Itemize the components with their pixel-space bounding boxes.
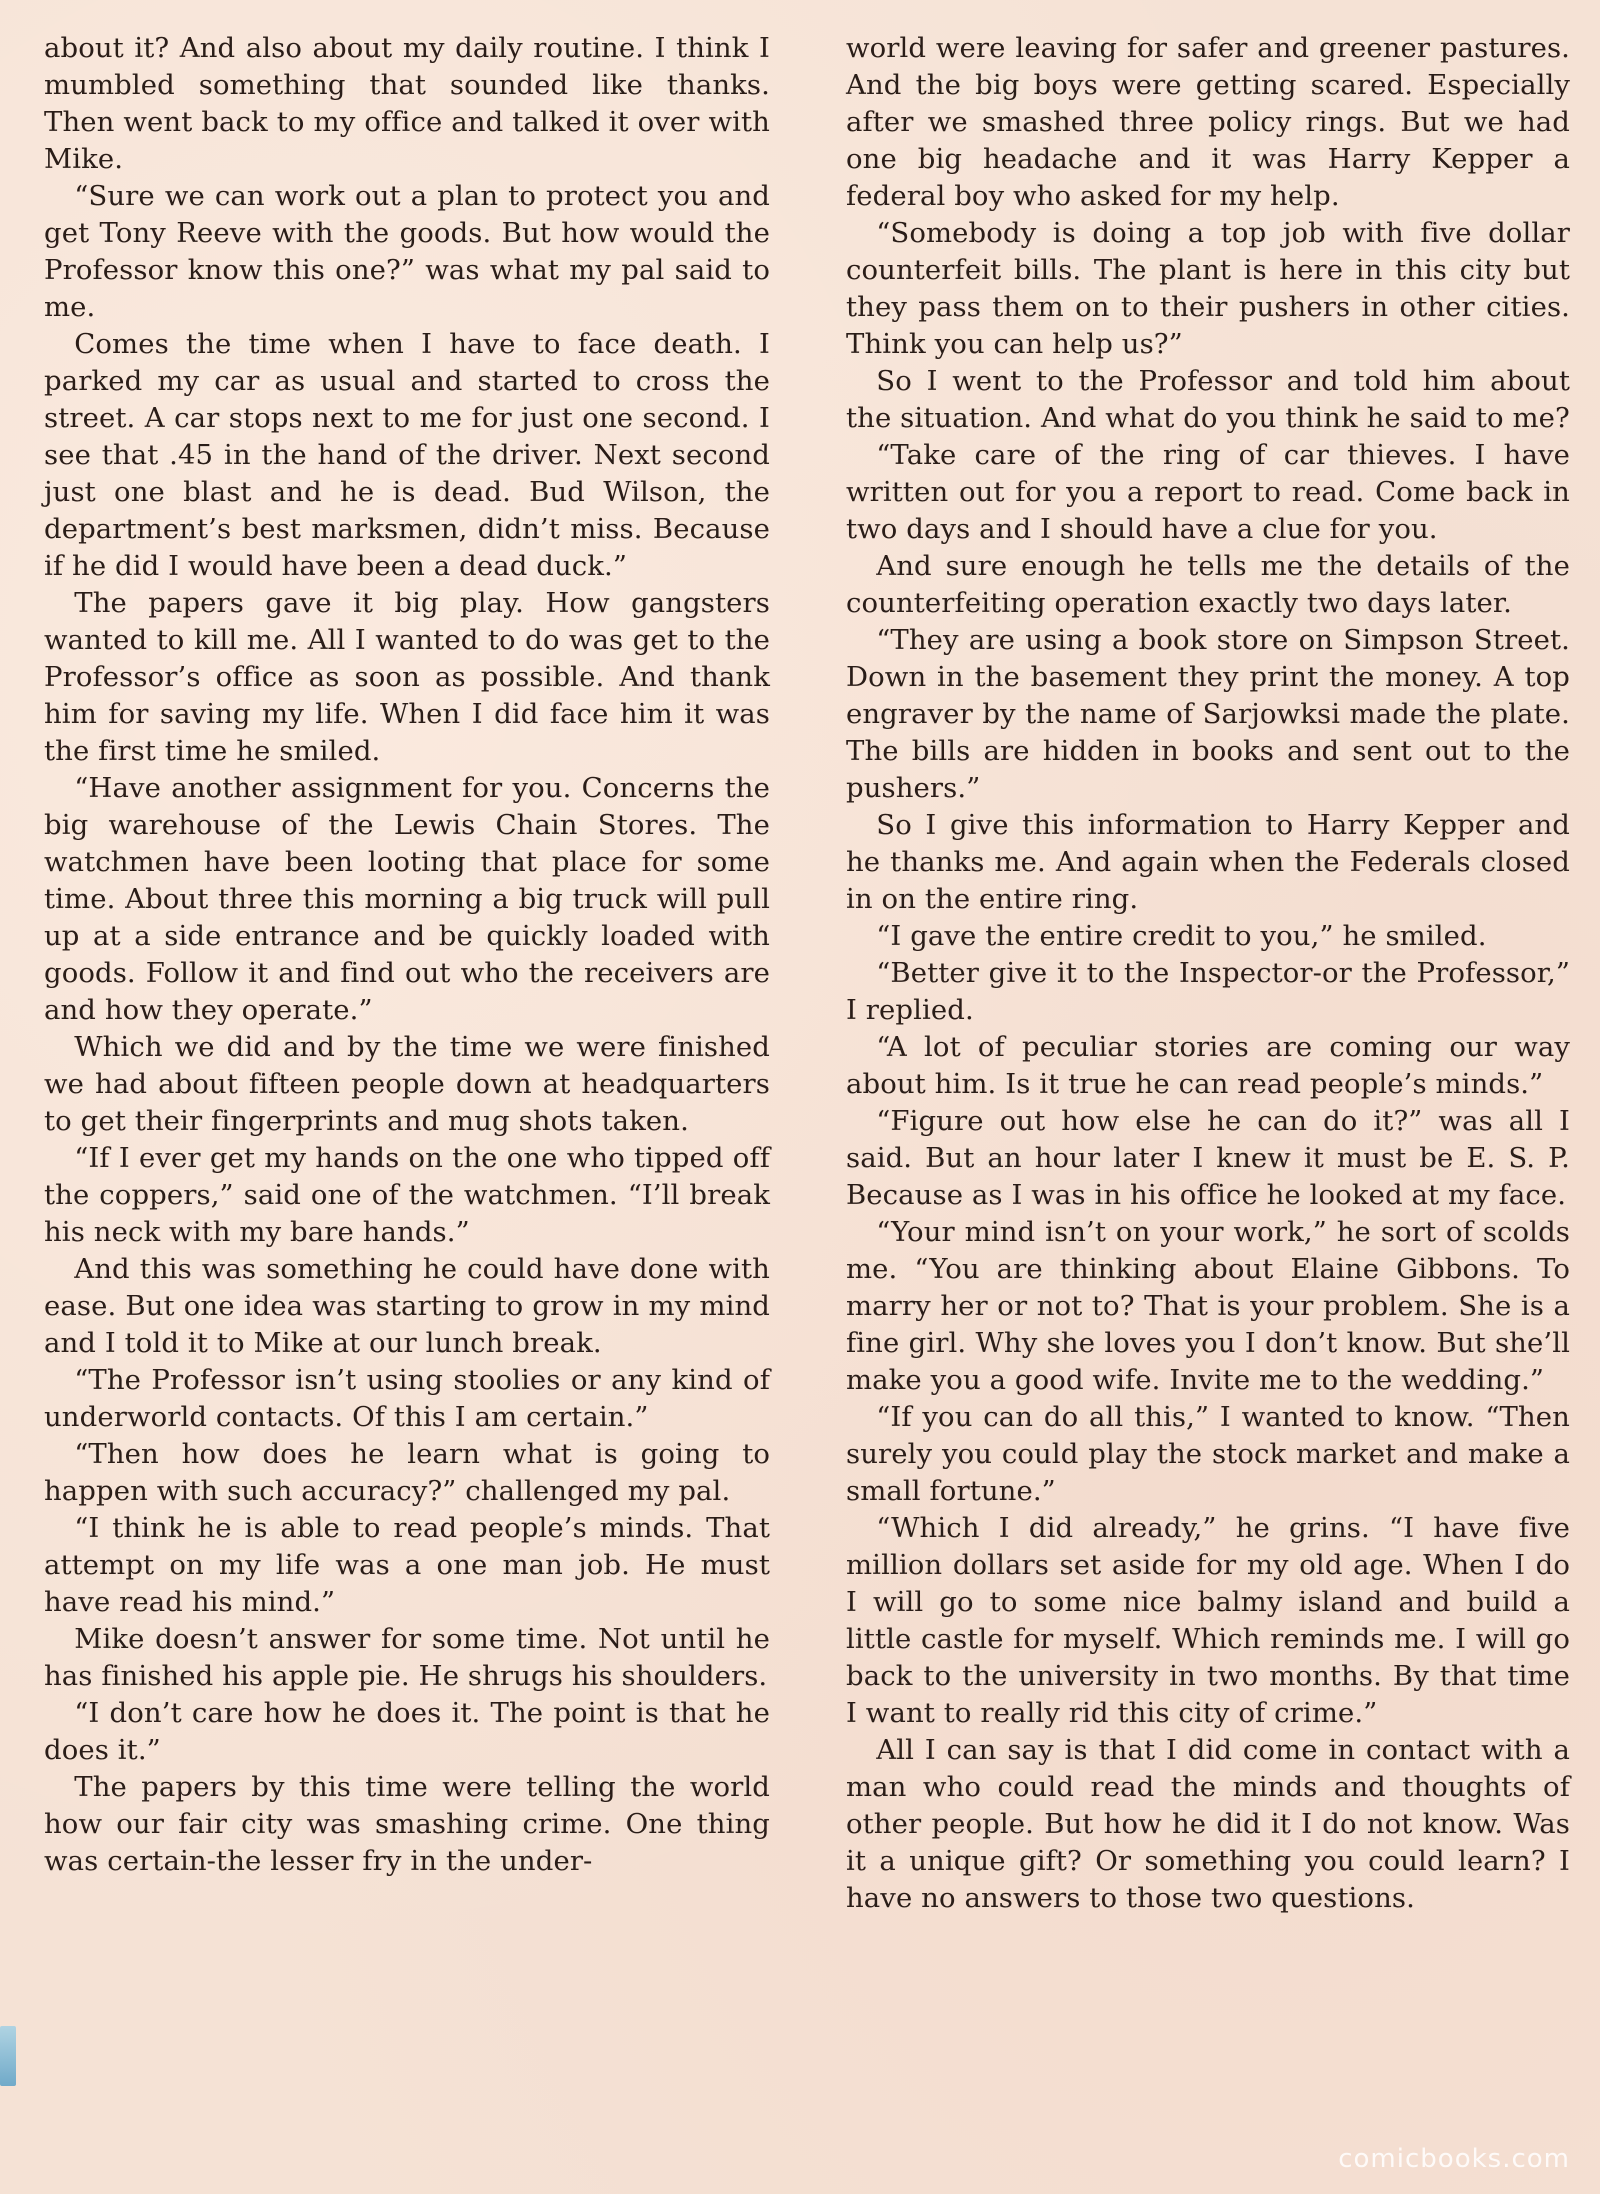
paragraph: world were leaving for safer and greener pastures. And the big boys were getting scared. Especially after we smashed three policy rings. But we had one big headache and it was Harry Kepper a federal boy who asked for my help. — [846, 32, 1570, 212]
paragraph: “Figure out how else he can do it?” was all I said. But an hour later I knew it must be E. S. P. Because as I was in his office he looked at my face. — [846, 1105, 1570, 1211]
paragraph: Mike doesn’t answer for some time. Not until he has finished his apple pie. He shrugs his shoulders. — [44, 1623, 770, 1692]
paragraph: “Take care of the ring of car thieves. I have written out for you a report to read. Come back in two days and I should have a clue for you. — [846, 439, 1570, 545]
paragraph: So I went to the Professor and told him about the situation. And what do you think he said to me? — [846, 365, 1570, 434]
paragraph: So I give this information to Harry Kepper and he thanks me. And again when the Federals closed in on the entire ring. — [846, 809, 1570, 915]
paragraph: “Your mind isn’t on your work,” he sort of scolds me. “You are thinking about Elaine Gibbons. To marry her or not to? That is your problem. She is a fine girl. Why she loves you I don’t know. But she’ll make you a good wife. Invite me to the wedding.” — [846, 1216, 1570, 1396]
paragraph: And this was something he could have done with ease. But one idea was starting to grow in my mind and I told it to Mike at our lunch break. — [44, 1253, 770, 1359]
paragraph: “A lot of peculiar stories are coming our way about him. Is it true he can read people’s minds.” — [846, 1031, 1570, 1100]
watermark: comicbooks.com — [1338, 2144, 1570, 2174]
paragraph: “Sure we can work out a plan to protect you and get Tony Reeve with the goods. But how would the Professor know this one?” was what my pal said to me. — [44, 180, 770, 323]
paragraph: “Better give it to the Inspector-or the Professor,” I replied. — [846, 957, 1570, 1026]
paragraph: “I think he is able to read people’s minds. That attempt on my life was a one man job. He must have read his mind.” — [44, 1512, 770, 1618]
paragraph: And sure enough he tells me the details of the counterfeiting operation exactly two days later. — [846, 550, 1570, 619]
paragraph: All I can say is that I did come in contact with a man who could read the minds and thoughts of other people. But how he did it I do not know. Was it a unique gift? Or something you could learn? I have no answers to those two questions. — [846, 1734, 1570, 1914]
paragraph: “If I ever get my hands on the one who tipped off the coppers,” said one of the watchmen. “I’ll break his neck with my bare hands.” — [44, 1142, 770, 1248]
paragraph: “They are using a book store on Simpson Street. Down in the basement they print the money. A top engraver by the name of Sarjowksi made the plate. The bills are hidden in books and sent out to the pushers.” — [846, 624, 1570, 804]
paragraph: “The Professor isn’t using stoolies or any kind of underworld contacts. Of this I am certain.” — [44, 1364, 770, 1433]
paragraph: “Somebody is doing a top job with five dollar counterfeit bills. The plant is here in this city but they pass them on to their pushers in other cities. Think you can help us?” — [846, 217, 1570, 360]
paragraph: about it? And also about my daily routine. I think I mumbled something that sounded like thanks. Then went back to my office and talked it over with Mike. — [44, 32, 770, 175]
paragraph: The papers gave it big play. How gangsters wanted to kill me. All I wanted to do was get to the Professor’s office as soon as possible. And thank him for saving my life. When I did face him it was the first time he smiled. — [44, 587, 770, 767]
paragraph: “If you can do all this,” I wanted to know. “Then surely you could play the stock market and make a small fortune.” — [846, 1401, 1570, 1507]
paragraph: Comes the time when I have to face death. I parked my car as usual and started to cross the street. A car stops next to me for just one second. I see that .45 in the hand of the driver. Next second just one blast and he is dead. Bud Wilson, the department’s best marksmen, didn’t miss. Because if he did I would have been a dead duck.” — [44, 328, 770, 582]
paragraph: The papers by this time were telling the world how our fair city was smashing crime. One thing was certain-the lesser fry in the under- — [44, 1771, 770, 1877]
paragraph: Which we did and by the time we were finished we had about fifteen people down at headquarters to get their fingerprints and mug shots taken. — [44, 1031, 770, 1137]
edge-stain — [0, 2026, 16, 2086]
right-text-column — [846, 30, 1570, 1917]
paragraph: “Have another assignment for you. Concerns the big warehouse of the Lewis Chain Stores. The watchmen have been looting that place for some time. About three this morning a big truck will pull up at a side entrance and be quickly loaded with goods. Follow it and find out who the receivers are and how they operate.” — [44, 772, 770, 1026]
paragraph: “Which I did already,” he grins. “I have five million dollars set aside for my old age. When I do I will go to some nice balmy island and build a little castle for myself. Which reminds me. I will go back to the university in two months. By that time I want to really rid this city of crime.” — [846, 1512, 1570, 1729]
paragraph: “I don’t care how he does it. The point is that he does it.” — [44, 1697, 770, 1766]
left-text-column — [44, 30, 770, 1880]
paragraph: “Then how does he learn what is going to happen with such accuracy?” challenged my pal. — [44, 1438, 770, 1507]
paragraph: “I gave the entire credit to you,” he smiled. — [876, 920, 1487, 952]
